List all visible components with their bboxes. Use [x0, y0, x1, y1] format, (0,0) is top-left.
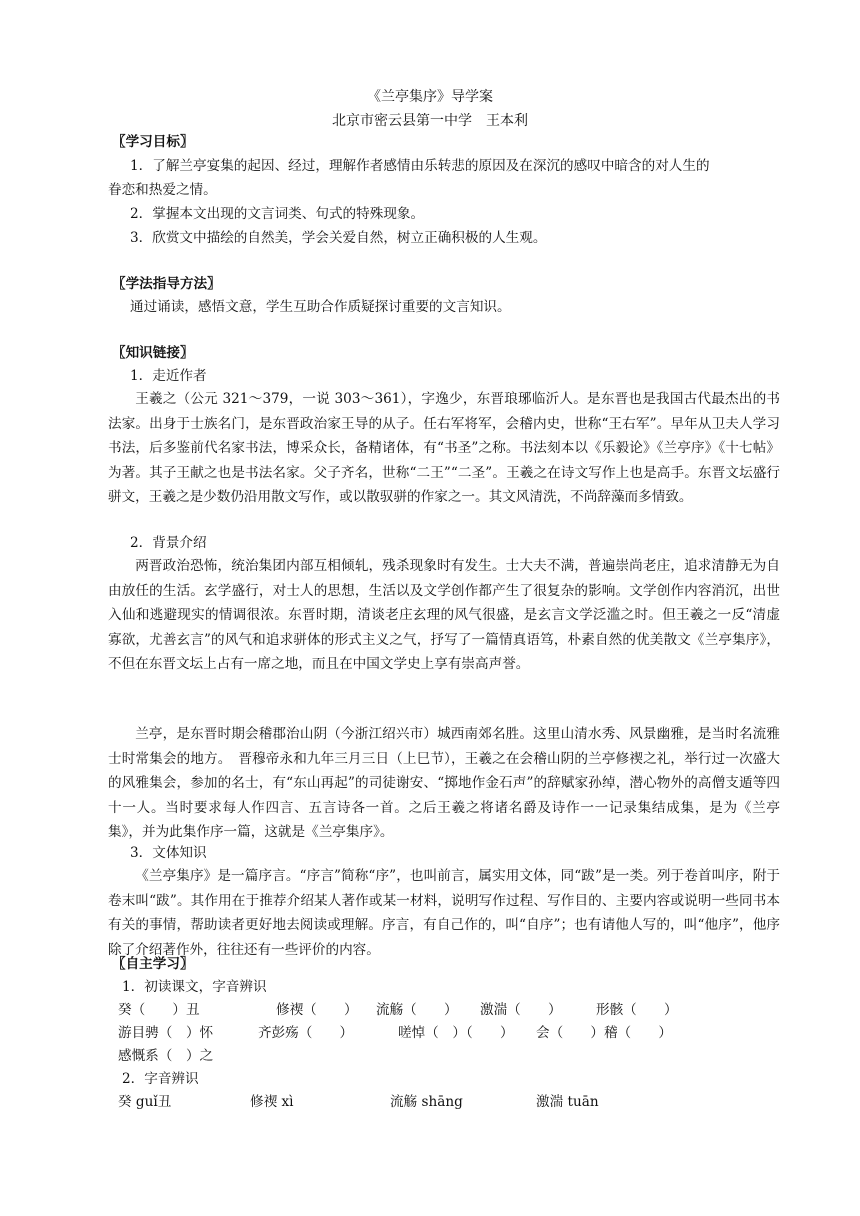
self-study-heading: 〖自主学习〗: [112, 956, 194, 972]
word-item: 癸 guǐ丑: [118, 1094, 172, 1110]
word-item: 激湍 tuān: [536, 1094, 599, 1110]
word-item: 游目骋（ ）怀: [118, 1025, 214, 1041]
knowledge-heading: 〖知识链接〗: [112, 345, 194, 361]
goals-heading: 〖学习目标〗: [112, 134, 194, 150]
word-item: 感慨系（ ）之: [118, 1048, 214, 1064]
goal-item-1-line-2: 眷恋和热爱之情。: [108, 182, 217, 198]
self-study-sub-1: 1．初读课文，字音辨识: [122, 979, 267, 995]
goal-item-2: 2．掌握本文出现的文言词类、句式的特殊现象。: [130, 206, 425, 222]
method-heading: 〖学法指导方法〗: [112, 276, 221, 292]
word-item: 会（ ）稽（ ）: [536, 1025, 672, 1041]
knowledge-sub-3: 3．文体知识: [130, 845, 207, 861]
word-item: 修禊 xì: [250, 1094, 294, 1110]
word-item: 形骸（ ）: [596, 1002, 678, 1018]
knowledge-sub-2: 2．背景介绍: [130, 535, 207, 551]
method-text: 通过诵读，感悟文意，学生互助合作质疑探讨重要的文言知识。: [130, 299, 511, 315]
self-study-sub-2: 2．字音辨识: [122, 1071, 199, 1087]
author-line: 北京市密云县第一中学 王本利: [332, 113, 528, 129]
word-item: 齐彭殇（ ）: [258, 1025, 354, 1041]
goal-item-1-line-1: 1．了解兰亭宴集的起因、经过，理解作者感情由乐转悲的原因及在深沉的感叹中暗含的对人生的: [130, 158, 710, 174]
word-item: 癸（ ）丑: [118, 1002, 200, 1018]
word-item: 嗟悼（ ）（ ）: [398, 1025, 514, 1041]
word-item: 修禊（ ）: [276, 1002, 358, 1018]
pronunciation-row-3: [118, 1044, 758, 1068]
goal-item-3: 3．欣赏文中描绘的自然美，学会关爱自然，树立正确积极的人生观。: [130, 230, 547, 246]
word-item: 激湍（ ）: [480, 1002, 562, 1018]
pronunciation-answer-row: [118, 1090, 758, 1114]
knowledge-sub-1: 1．走近作者: [130, 368, 207, 384]
pronunciation-row-2: [118, 1021, 758, 1045]
genre-paragraph: 《兰亭集序》是一篇序言。“序言”简称“序”，也叫前言，属实用文体，同“跋”是一类。列于卷首叫序，附于卷末叫“跋”。其作用在于推荐介绍某人著作或某一材料，说明写作过程、写作目的、主要内容或说明一些同书本有关的事情，帮助读者更好地去阅读或理解。序言，有自己作的，叫“自序”；也有请他人写的，叫“他序”，他序除了介绍著作外，往往还有一些评价的内容。: [108, 868, 780, 958]
background-paragraph-1: 两晋政治恐怖，统治集团内部互相倾轧，残杀现象时有发生。士大夫不满，普遍崇尚老庄，追求清静无为自由放任的生活。玄学盛行，对士人的思想，生活以及文学创作都产生了很复杂的影响。文学创作内容消沉，出世入仙和逃避现实的情调很浓。东晋时期，清谈老庄玄理的风气很盛，是玄言文学泛滥之时。但王羲之一反“清虚寡欲，尤善玄言”的风气和追求骈体的形式主义之气，抒写了一篇情真语笃，朴素自然的优美散文《兰亭集序》，不但在东晋文坛上占有一席之地，而且在中国文学史上享有崇高声誉。: [108, 558, 780, 672]
document-title: 《兰亭集序》导学案: [367, 89, 493, 105]
pronunciation-row-1: [118, 998, 758, 1022]
word-item: 流觞 shāng: [390, 1094, 463, 1110]
background-paragraph-2: 兰亭，是东晋时期会稽郡治山阴（今浙江绍兴市）城西南郊名胜。这里山清水秀、风景幽雅，是当时名流雅士时常集会的地方。 晋穆帝永和九年三月三日（上巳节），王羲之在会稽山阴的兰亭修禊之礼，举行过一次盛大的风雅集会，参加的名士，有“东山再起”的司徒谢安、“掷地作金石声”的辞赋家孙绰，潜心物外的高僧支遁等四十一人。当时要求每人作四言、五言诗各一首。之后王羲之将诸名爵及诗作一一记录集结成集，是为《兰亭集》，并为此集作序一篇，这就是《兰亭集序》。: [108, 726, 780, 840]
author-paragraph: 王羲之（公元 321～379，一说 303～361），字逸少，东晋琅琊临沂人。是东晋也是我国古代最杰出的书法家。出身于士族名门，是东晋政治家王导的从子。任右军将军，会稽内史，世称“王右军”。早年从卫夫人学习书法，后多鉴前代名家书法，博采众长，备精诸体，有“书圣”之称。书法刻本以《乐毅论》《兰亭序》《十七帖》为著。其子王献之也是书法名家。父子齐名，世称“二王”“二圣”。王羲之在诗文写作上也是高手。东晋文坛盛行骈文，王羲之是少数仍沿用散文写作，或以散驭骈的作家之一。其文风清洗，不尚辞藻而多情致。: [108, 391, 780, 505]
word-item: 流觞（ ）: [376, 1002, 458, 1018]
